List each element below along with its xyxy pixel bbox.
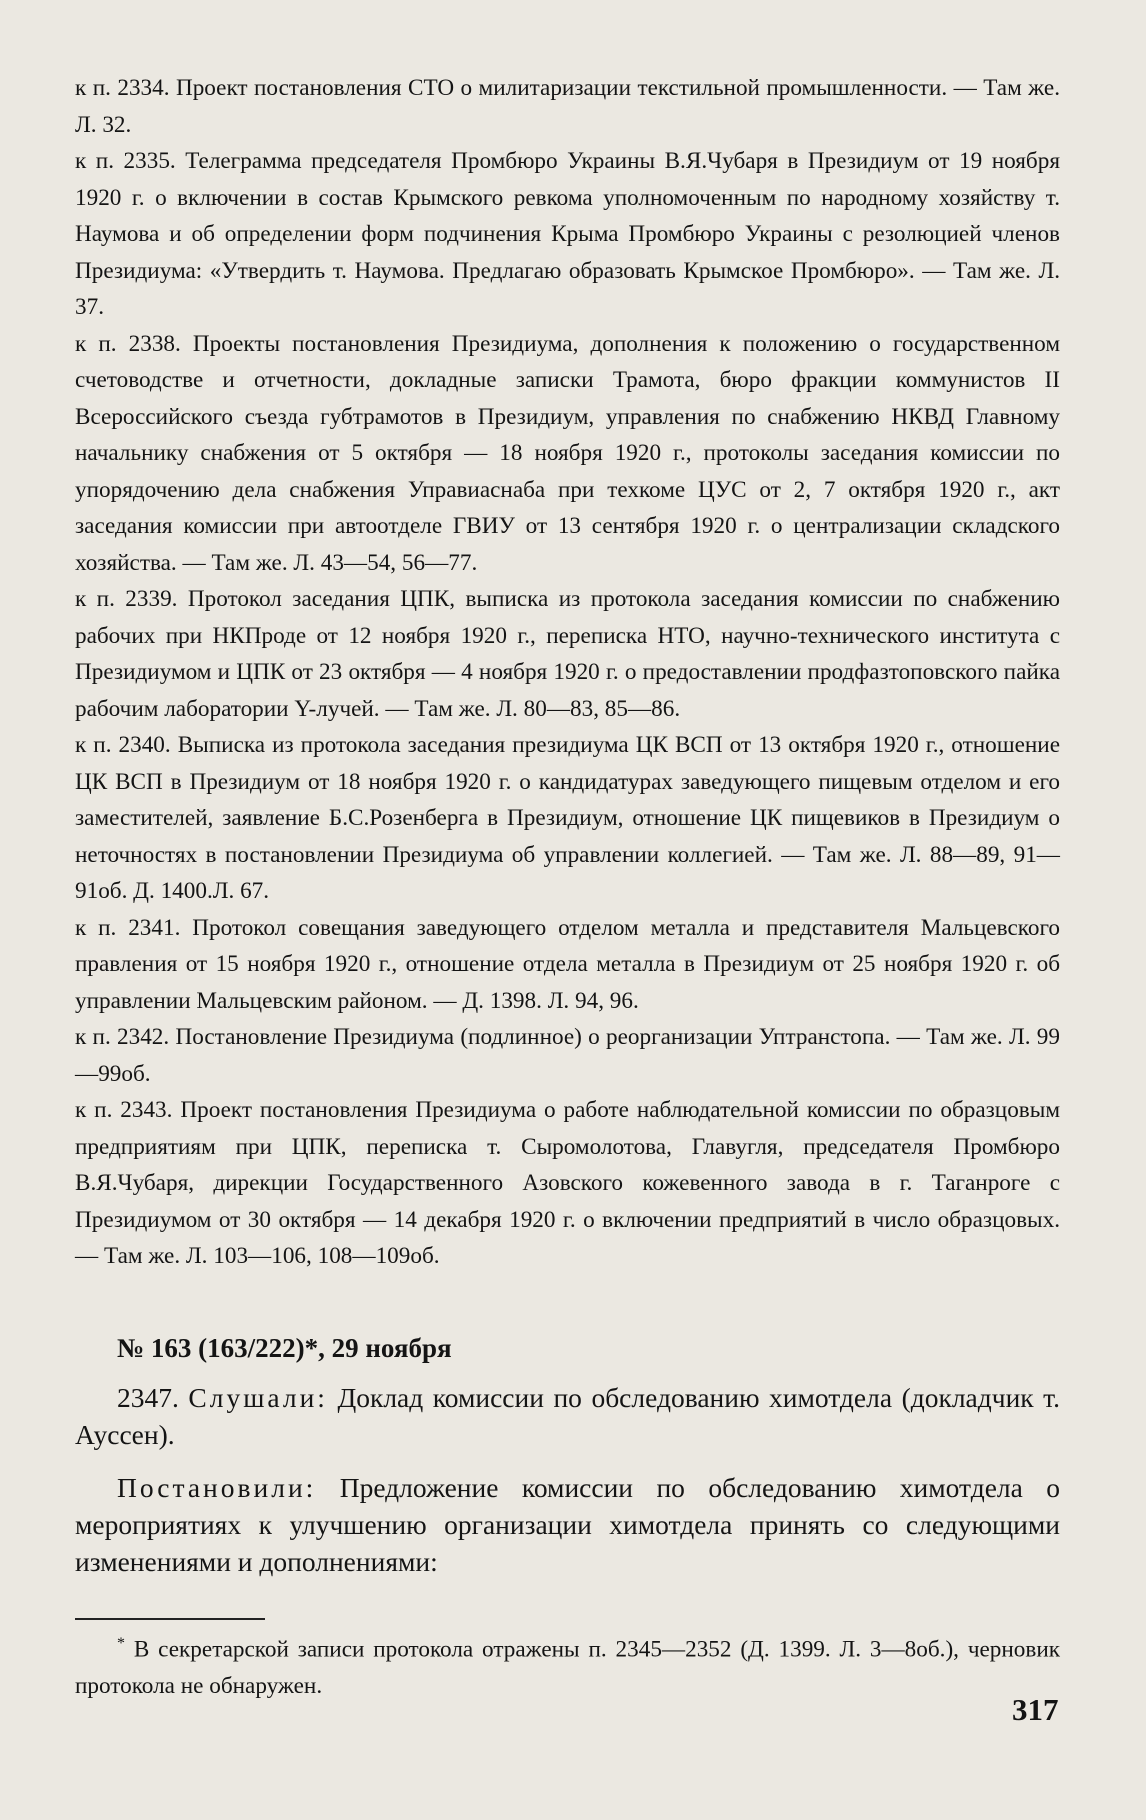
slushali-label: Слушали: xyxy=(188,1381,328,1413)
text-column xyxy=(75,70,1060,1580)
footnote xyxy=(75,1626,1060,1704)
footnote-divider xyxy=(75,1618,265,1620)
archival-note: к п. 2341. Протокол совещания заведующего отделом металла и представителя Мальцевского правления от 15 ноября 1920 г., отношение отдела металла в Президиум от 25 ноября 1920 г. об управлении Мальцевским районом. — Д. 1398. Л. 94, 96. xyxy=(75,914,1060,1014)
postanovili-paragraph xyxy=(75,1469,1060,1580)
postanovili-text: Предложение комиссии по обследованию химотдела о мероприятиях к улучшению организации химотдела принять со следующими изменениями и дополнениями: xyxy=(75,1471,1061,1577)
slushali-paragraph xyxy=(75,1379,1060,1453)
archival-note: к п. 2338. Проекты постановления Президиума, дополнения к положению о государственном счетоводстве и отчетности, докладные записки Трамота, бюро фракции коммунистов II Всероссийского съезда губтрамотов в Президиум, управления по снабжению НКВД Главному начальнику снабжения от 5 октября — 18 ноября 1920 г., протоколы заседания комиссии по упорядочению дела снабжения Управиаснаба при техкоме ЦУС от 2, 7 октября 1920 г., акт заседания комиссии при автоотделе ГВИУ от 13 сентября 1920 г. о централизации складского хозяйства. — Там же. Л. 43—54, 56—77. xyxy=(75,330,1060,576)
archival-note: к п. 2340. Выписка из протокола заседания президиума ЦК ВСП от 13 октября 1920 г., отношение ЦК ВСП в Президиум от 18 ноября 1920 г. о кандидатурах заведующего пищевым отделом и его заместителей, заявление Б.С.Розенберга в Президиум, отношение ЦК пищевиков в Президиум о неточностях в постановлении Президиума об управлении коллегией. — Там же. Л. 88—89, 91—91об. Д. 1400.Л. 67. xyxy=(75,732,1060,904)
slushali-text: Доклад комиссии по обследованию химотдела (докладчик т. Аусcен). xyxy=(75,1381,1061,1450)
archival-note: к п. 2334. Проект постановления СТО о милитаризации текстильной промышленности. — Там же. Л. 32. xyxy=(75,75,1060,138)
protocol-heading: № 163 (163/222)*, 29 ноября xyxy=(117,1332,452,1363)
item-number: 2347. xyxy=(117,1381,179,1413)
archival-note: к п. 2342. Постановление Президиума (подлинное) о реорганизации Уптранстопа. — Там же. Л. 99—99об. xyxy=(75,1024,1060,1087)
archival-note: к п. 2343. Проект постановления Президиума о работе наблюдательной комиссии по образцовым предприятиям при ЦПК, переписка т. Сыромолотова, Главугля, председателя Промбюро В.Я.Чубаря, дирекции Государственного Азовского кожевенного завода в г. Таганроге с Президиумом от 30 октября — 14 декабря 1920 г. о включении предприятий в число образцовых. — Там же. Л. 103—106, 108—109об. xyxy=(75,1097,1060,1269)
page-number: 317 xyxy=(1012,1692,1059,1727)
footnote-text: В секретарской записи протокола отражены п. 2345—2352 (Д. 1399. Л. 3—8об.), черновик протокола не обнаружен. xyxy=(75,1636,1061,1699)
footnote-mark: * xyxy=(117,1635,125,1652)
postanovili-label: Постановили: xyxy=(117,1471,317,1503)
archival-note: к п. 2339. Протокол заседания ЦПК, выписка из протокола заседания комиссии по снабжению рабочих при НКПроде от 12 ноября 1920 г., переписка НТО, научно-технического института с Президиумом и ЦПК от 23 октября — 4 ноября 1920 г. о предоставлении продфазтоповского пайка рабочим лаборатории Y-лучей. — Там же. Л. 80—83, 85—86. xyxy=(75,586,1060,722)
archival-note: к п. 2335. Телеграмма председателя Промбюро Украины В.Я.Чубаря в Президиум от 19 ноября 1920 г. о включении в состав Крымского ревкома уполномоченным по народному хозяйству т. Наумова и об определении форм подчинения Крыма Промбюро Украины с резолюцией членов Президиума: «Утвердить т. Наумова. Предлагаю образовать Крымское Промбюро». — Там же. Л. 37. xyxy=(75,148,1060,320)
